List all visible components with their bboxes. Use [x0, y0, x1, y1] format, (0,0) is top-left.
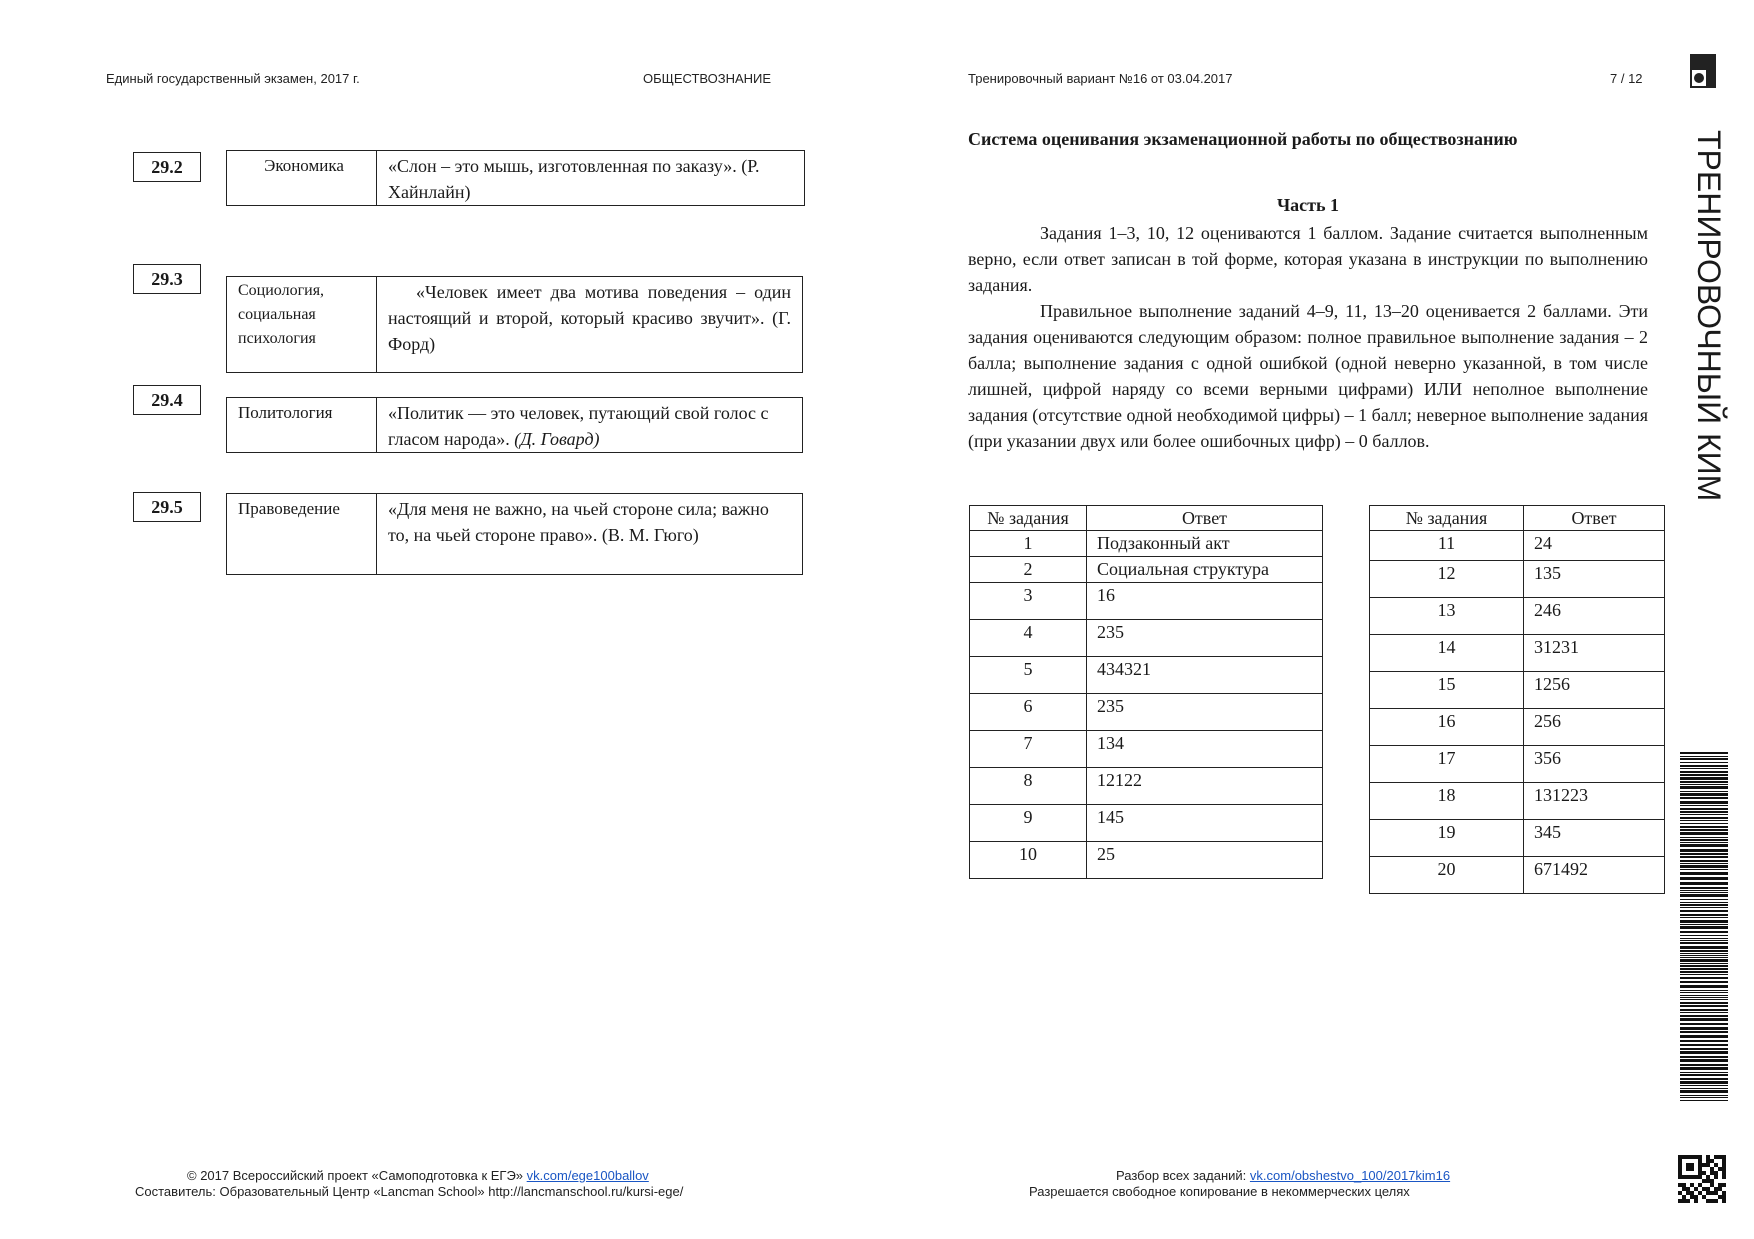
qr-code: [1678, 1155, 1726, 1203]
barcode-bar: [1680, 955, 1728, 956]
task-number-cell: 13: [1370, 598, 1524, 635]
barcode-bar: [1680, 814, 1728, 815]
scoring-paragraph-2: Правильное выполнение заданий 4–9, 11, 13–20 оценивается 2 баллами. Эти задания оцениваются следующим образом: полное правильное выполнение задания – 2 балла; выполнение задания с одной ошибкой (одной неверно указанной, в том числе лишней, цифрой наряду со всеми верными цифрами) ИЛИ неполное выполнение задания (отсутствие одной необходимой цифры) – 1 балл; неверное выполнение задания (при указании двух или более ошибочных цифр) – 0 баллов.: [968, 301, 1648, 451]
barcode-bar: [1680, 849, 1728, 852]
barcode-bar: [1680, 995, 1728, 996]
qr-module: [1722, 1175, 1726, 1179]
task-box: [226, 397, 803, 453]
barcode-bar: [1680, 892, 1728, 893]
qr-module: [1702, 1179, 1706, 1183]
barcode-bar: [1680, 808, 1728, 810]
barcode-bar: [1680, 877, 1728, 880]
table-row: [1370, 672, 1665, 709]
answer-cell: 356: [1524, 746, 1665, 783]
barcode-bar: [1680, 826, 1728, 828]
table-row: [970, 557, 1323, 583]
answer-cell: 24: [1524, 531, 1665, 561]
qr-module: [1722, 1155, 1726, 1159]
qr-module: [1714, 1175, 1718, 1179]
barcode-bar: [1680, 942, 1728, 944]
barcode-bar: [1680, 1012, 1728, 1013]
table-row: [1370, 820, 1665, 857]
barcode-bar: [1680, 768, 1728, 769]
barcode-bar: [1680, 894, 1728, 897]
qr-module: [1690, 1191, 1694, 1195]
qr-module: [1686, 1155, 1690, 1159]
task-box: [226, 493, 803, 575]
barcode-bar: [1680, 1059, 1728, 1062]
barcode-bar: [1680, 1074, 1728, 1076]
task-area: Правоведение: [227, 494, 377, 574]
qr-module: [1686, 1167, 1690, 1171]
footer-author: Составитель: Образовательный Центр «Lancman School» http://lancmanschool.ru/kursi-ege/: [135, 1184, 684, 1199]
barcode-bar: [1680, 811, 1728, 813]
qr-module: [1722, 1191, 1726, 1195]
task-quote: «Человек имеет два мотива поведения – один настоящий и второй, который красиво звучит». (Г. Форд): [388, 282, 791, 354]
barcode-bar: [1680, 752, 1728, 754]
qr-module: [1698, 1191, 1702, 1195]
footer-analysis-text: Разбор всех заданий:: [1116, 1168, 1247, 1183]
barcode-bar: [1680, 863, 1728, 864]
barcode-bar: [1680, 856, 1728, 858]
barcode-bar: [1680, 959, 1728, 962]
barcode-bar: [1680, 837, 1728, 838]
barcode-bar: [1680, 844, 1728, 847]
qr-module: [1682, 1175, 1686, 1179]
header-exam-title: Единый государственный экзамен, 2017 г.: [106, 71, 360, 86]
qr-module: [1686, 1199, 1690, 1203]
barcode-bar: [1680, 829, 1728, 831]
qr-module: [1722, 1183, 1726, 1187]
barcode-bar: [1680, 1095, 1728, 1096]
answer-cell: 145: [1087, 805, 1323, 842]
barcode-bar: [1680, 968, 1728, 970]
barcode-bar: [1680, 887, 1728, 889]
qr-module: [1682, 1155, 1686, 1159]
qr-module: [1682, 1187, 1686, 1191]
barcode-bar: [1680, 1048, 1728, 1050]
barcode-bar: [1680, 839, 1728, 841]
table-row: [970, 768, 1323, 805]
header-page-number: 7 / 12: [1610, 71, 1643, 86]
table-row: [970, 842, 1323, 879]
qr-module: [1714, 1191, 1718, 1195]
footer-project-text: © 2017 Всероссийский проект «Самоподготовка к ЕГЭ»: [187, 1168, 524, 1183]
qr-module: [1714, 1163, 1718, 1167]
barcode-bar: [1680, 1056, 1728, 1058]
table-row: [1370, 783, 1665, 820]
barcode-bar: [1680, 1023, 1728, 1025]
task-number-cell: 11: [1370, 531, 1524, 561]
qr-module: [1682, 1195, 1686, 1199]
barcode-bar: [1680, 793, 1728, 796]
side-title-text: ТРЕНИРОВОЧНЫЙ КИМ: [1691, 130, 1727, 502]
qr-module: [1698, 1159, 1702, 1163]
qr-module: [1706, 1163, 1710, 1167]
barcode-bar: [1680, 1040, 1728, 1042]
qr-module: [1722, 1167, 1726, 1171]
footer-analysis: [1116, 1168, 1450, 1183]
barcode-bar: [1680, 1067, 1728, 1070]
barcode-bar: [1680, 931, 1728, 933]
table-row: [970, 657, 1323, 694]
footer-project-link[interactable]: vk.com/ege100ballov: [526, 1168, 649, 1183]
answer-cell: 235: [1087, 620, 1323, 657]
task-number-cell: 18: [1370, 783, 1524, 820]
task-number-cell: 20: [1370, 857, 1524, 894]
qr-module: [1698, 1171, 1702, 1175]
barcode-bar: [1680, 971, 1728, 973]
qr-module: [1718, 1183, 1722, 1187]
qr-module: [1678, 1155, 1682, 1159]
task-quote: «Слон – это мышь, изготовленная по заказу». (Р. Хайнлайн): [388, 156, 760, 202]
qr-module: [1718, 1195, 1722, 1199]
qr-module: [1694, 1195, 1698, 1199]
answer-cell: 256: [1524, 709, 1665, 746]
barcode-bar: [1680, 869, 1728, 870]
qr-module: [1706, 1175, 1710, 1179]
header-subject: ОБЩЕСТВОЗНАНИЕ: [643, 71, 772, 86]
answer-cell: 12122: [1087, 768, 1323, 805]
answer-cell: Социальная структура: [1087, 557, 1323, 583]
barcode-bar: [1680, 1088, 1728, 1089]
barcode-bar: [1680, 990, 1728, 991]
qr-module: [1722, 1195, 1726, 1199]
qr-module: [1690, 1167, 1694, 1171]
table-row: [1370, 746, 1665, 783]
barcode-bar: [1680, 1018, 1728, 1021]
table-row: [1370, 531, 1665, 561]
qr-module: [1694, 1199, 1698, 1203]
qr-module: [1702, 1195, 1706, 1199]
qr-module: [1698, 1175, 1702, 1179]
column-header-answer: Ответ: [1087, 506, 1323, 531]
qr-module: [1698, 1155, 1702, 1159]
answers-table-right: [1369, 505, 1665, 894]
barcode-bar: [1680, 781, 1728, 783]
table-row: [1370, 709, 1665, 746]
barcode-bar: [1680, 1085, 1728, 1086]
barcode-bar: [1680, 907, 1728, 908]
barcode-bar: [1680, 882, 1728, 885]
column-header-number: № задания: [1370, 506, 1524, 531]
barcode-bar: [1680, 977, 1728, 979]
qr-module: [1706, 1199, 1710, 1203]
answer-cell: 135: [1524, 561, 1665, 598]
barcode-bar: [1680, 963, 1728, 964]
table-row: [1370, 598, 1665, 635]
barcode-bar: [1680, 999, 1728, 1000]
answer-cell: 434321: [1087, 657, 1323, 694]
footer-copyright: Разрешается свободное копирование в некоммерческих целях: [1029, 1184, 1410, 1199]
qr-module: [1722, 1159, 1726, 1163]
qr-module: [1710, 1179, 1714, 1183]
barcode-bar: [1680, 860, 1728, 862]
answer-cell: 131223: [1524, 783, 1665, 820]
header-variant: Тренировочный вариант №16 от 03.04.2017: [968, 71, 1233, 86]
answer-cell: 671492: [1524, 857, 1665, 894]
task-area: Политология: [227, 398, 377, 452]
task-number-cell: 16: [1370, 709, 1524, 746]
logo-icon: [1690, 54, 1716, 88]
footer-project: [187, 1168, 649, 1183]
qr-module: [1710, 1199, 1714, 1203]
barcode-bar: [1680, 938, 1728, 939]
barcode-bar: [1680, 902, 1728, 903]
table-row: [970, 694, 1323, 731]
qr-module: [1678, 1163, 1682, 1167]
barcode-bar: [1680, 935, 1728, 936]
barcode-bar: [1680, 1009, 1728, 1011]
answer-cell: Подзаконный акт: [1087, 531, 1323, 557]
qr-module: [1714, 1155, 1718, 1159]
barcode-bar: [1680, 1002, 1728, 1004]
task-number-cell: 17: [1370, 746, 1524, 783]
task-number: 29.5: [133, 492, 201, 522]
barcode-bar: [1680, 950, 1728, 952]
qr-module: [1714, 1187, 1718, 1191]
task-number-cell: 12: [1370, 561, 1524, 598]
qr-module: [1714, 1199, 1718, 1203]
table-row: [1370, 857, 1665, 894]
barcode-bar: [1680, 914, 1728, 916]
qr-module: [1706, 1159, 1710, 1163]
answer-cell: 16: [1087, 583, 1323, 620]
qr-module: [1702, 1187, 1706, 1191]
qr-module: [1706, 1191, 1710, 1195]
barcode-bar: [1680, 762, 1728, 763]
barcode-bar: [1680, 1051, 1728, 1054]
qr-module: [1702, 1171, 1706, 1175]
barcode-bar: [1680, 1100, 1728, 1101]
barcode-bar: [1680, 865, 1728, 868]
barcode-bar: [1680, 940, 1728, 941]
qr-module: [1722, 1199, 1726, 1203]
task-number-cell: 4: [970, 620, 1087, 657]
barcode-bar: [1680, 1064, 1728, 1066]
task-number-cell: 3: [970, 583, 1087, 620]
qr-module: [1702, 1163, 1706, 1167]
task-number: 29.3: [133, 264, 201, 294]
qr-module: [1694, 1155, 1698, 1159]
task-quote-author: (Д. Говард): [514, 429, 600, 449]
qr-module: [1698, 1183, 1702, 1187]
side-title: [1688, 130, 1728, 530]
qr-module: [1678, 1159, 1682, 1163]
task-quote-text: «Политик — это человек, путающий свой голос с гласом народа».: [388, 403, 769, 449]
task-number-cell: 5: [970, 657, 1087, 694]
barcode-bar: [1680, 1090, 1728, 1093]
qr-module: [1690, 1183, 1694, 1187]
barcode-bar: [1680, 957, 1728, 958]
qr-module: [1706, 1155, 1710, 1159]
barcode-bar: [1680, 997, 1728, 998]
qr-module: [1690, 1195, 1694, 1199]
barcode-bar: [1680, 1015, 1728, 1017]
barcode-bar: [1680, 992, 1728, 993]
qr-module: [1686, 1175, 1690, 1179]
barcode-bar: [1680, 774, 1728, 776]
qr-module: [1718, 1187, 1722, 1191]
qr-module: [1722, 1171, 1726, 1175]
barcode-bar: [1680, 910, 1728, 912]
qr-module: [1710, 1171, 1714, 1175]
column-header-answer: Ответ: [1524, 506, 1665, 531]
footer-analysis-link[interactable]: vk.com/obshestvo_100/2017kim16: [1249, 1168, 1451, 1183]
barcode-bar: [1680, 756, 1728, 757]
table-row: [970, 531, 1323, 557]
barcode-bar: [1680, 758, 1728, 760]
answer-cell: 235: [1087, 694, 1323, 731]
barcode-bar: [1680, 890, 1728, 891]
barcode-bar: [1680, 1005, 1728, 1007]
qr-module: [1710, 1191, 1714, 1195]
table-row: [970, 583, 1323, 620]
task-number-cell: 2: [970, 557, 1087, 583]
barcode-bar: [1680, 842, 1728, 843]
barcode-bar: [1680, 924, 1728, 925]
task-number-cell: 10: [970, 842, 1087, 879]
barcode-bar: [1680, 981, 1728, 983]
barcode-bar: [1680, 946, 1728, 949]
scoring-title: Система оценивания экзаменационной работы по обществознанию: [968, 129, 1518, 149]
barcode-bar: [1680, 1027, 1728, 1030]
barcode-bar: [1680, 974, 1728, 975]
qr-module: [1706, 1187, 1710, 1191]
answer-cell: 246: [1524, 598, 1665, 635]
barcode-bar: [1680, 786, 1728, 789]
task-number-cell: 15: [1370, 672, 1524, 709]
task-number-cell: 1: [970, 531, 1087, 557]
barcode-bar: [1680, 953, 1728, 954]
task-box: [226, 276, 803, 373]
task-number-cell: 7: [970, 731, 1087, 768]
barcode-bar: [1680, 985, 1728, 988]
answer-cell: 134: [1087, 731, 1323, 768]
barcode-bar: [1680, 823, 1728, 824]
barcode-bar: [1680, 765, 1728, 767]
task-area: Социология, социальная психология: [227, 277, 377, 372]
part-heading: Часть 1: [1276, 195, 1340, 215]
barcode-bar: [1680, 784, 1728, 785]
barcode-bar: [1680, 1072, 1728, 1073]
barcode-bar: [1680, 820, 1728, 821]
barcode-bar: [1680, 920, 1728, 923]
barcode-bar: [1680, 777, 1728, 780]
task-number-cell: 6: [970, 694, 1087, 731]
barcode-bar: [1680, 801, 1728, 804]
qr-module: [1690, 1163, 1694, 1167]
qr-module: [1690, 1155, 1694, 1159]
barcode-bar: [1680, 1031, 1728, 1033]
task-number-cell: 14: [1370, 635, 1524, 672]
qr-module: [1686, 1187, 1690, 1191]
table-row: [970, 805, 1323, 842]
qr-module: [1678, 1167, 1682, 1171]
barcode-bar: [1680, 899, 1728, 900]
qr-module: [1678, 1183, 1682, 1187]
barcode-bar: [1680, 797, 1728, 799]
barcode-bar: [1680, 1035, 1728, 1038]
qr-module: [1714, 1171, 1718, 1175]
barcode-bar: [1680, 1044, 1728, 1046]
barcode-bar: [1680, 771, 1728, 773]
qr-module: [1686, 1191, 1690, 1195]
table-row: [1370, 561, 1665, 598]
answers-table-left: [969, 505, 1323, 879]
qr-module: [1706, 1179, 1710, 1183]
task-box: [226, 150, 805, 206]
qr-module: [1710, 1167, 1714, 1171]
qr-module: [1698, 1163, 1702, 1167]
qr-module: [1686, 1163, 1690, 1167]
barcode-bar: [1680, 805, 1728, 806]
barcode-bar: [1680, 1081, 1728, 1084]
qr-module: [1678, 1191, 1682, 1195]
task-area: Экономика: [227, 151, 377, 205]
table-row: [970, 731, 1323, 768]
qr-module: [1682, 1183, 1686, 1187]
qr-module: [1690, 1175, 1694, 1179]
task-number-cell: 8: [970, 768, 1087, 805]
qr-module: [1718, 1167, 1722, 1171]
qr-module: [1682, 1199, 1686, 1203]
column-header-number: № задания: [970, 506, 1087, 531]
barcode-bar: [1680, 1097, 1728, 1098]
qr-module: [1678, 1199, 1682, 1203]
qr-module: [1722, 1163, 1726, 1167]
barcode-bar: [1680, 904, 1728, 906]
task-number-cell: 9: [970, 805, 1087, 842]
barcode-bar: [1680, 872, 1728, 875]
barcode-bar: [1680, 853, 1728, 855]
qr-module: [1698, 1167, 1702, 1171]
barcode-bar: [1680, 791, 1728, 792]
barcode-bar: [1680, 817, 1728, 819]
qr-module: [1678, 1175, 1682, 1179]
task-number-cell: 19: [1370, 820, 1524, 857]
barcode: [1680, 752, 1728, 1102]
qr-module: [1678, 1171, 1682, 1175]
task-number: 29.4: [133, 385, 201, 415]
barcode-bar: [1680, 917, 1728, 918]
barcode-bar: [1680, 926, 1728, 929]
barcode-bar: [1680, 1078, 1728, 1080]
task-quote: «Для меня не важно, на чьей стороне сила; важно то, на чьей стороне право». (В. М. Гюго): [388, 499, 769, 545]
table-row: [970, 620, 1323, 657]
qr-module: [1694, 1175, 1698, 1179]
task-number: 29.2: [133, 152, 201, 182]
qr-module: [1718, 1155, 1722, 1159]
qr-module: [1710, 1183, 1714, 1187]
scoring-paragraph-1: Задания 1–3, 10, 12 оцениваются 1 баллом. Задание считается выполненным верно, если ответ записан в той форме, которая указана в инструкции по выполнению задания.: [968, 223, 1648, 295]
barcode-bar: [1680, 965, 1728, 967]
qr-module: [1694, 1187, 1698, 1191]
barcode-bar: [1680, 832, 1728, 835]
answer-cell: 1256: [1524, 672, 1665, 709]
answer-cell: 31231: [1524, 635, 1665, 672]
answer-cell: 345: [1524, 820, 1665, 857]
answer-cell: 25: [1087, 842, 1323, 879]
table-row: [1370, 635, 1665, 672]
task-quote: [377, 398, 802, 452]
qr-module: [1710, 1159, 1714, 1163]
